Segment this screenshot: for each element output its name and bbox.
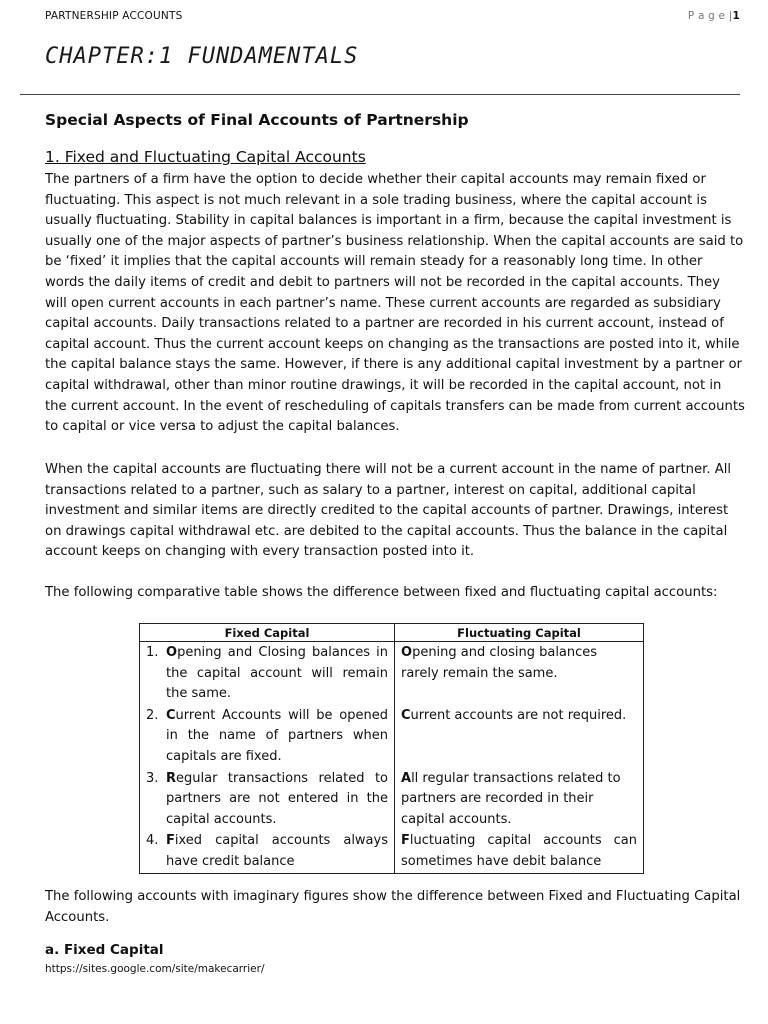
table-header-row [140, 624, 644, 642]
comparison-table [139, 623, 644, 874]
paragraph-table-intro: The following comparative table shows the difference between fixed and fluctuating capital accounts: [45, 585, 718, 600]
paragraph-fixed-capital: The partners of a firm have the option to decide whether their capital accounts may remain fixed or fluctuating. This aspect is not much relevant in a sole trading business, where the capital account is usually fluctuating. Stability in capital balances is important in a firm, because the capital investment is usually one of the major aspects of partner’s business relationship. When the capital accounts are said to be ‘fixed’ it implies that the capital accounts will remain steady for a reasonably long time. In other words the daily items of credit and debit to partners will not be recorded in the capital accounts. They will open current accounts in each partner’s name. These current accounts are regarded as subsidiary capital accounts. Daily transactions related to a partner are recorded in his current account, instead of capital account. Thus the current account keeps on changing as the transactions are posted into it, while the capital balance stays the same. However, if there is any additional capital investment by a partner or capital withdrawal, other than minor routine drawings, it will be recorded in the capital account, not in the current account. In the event of rescheduling of capitals transfers can be made from current accounts to capital or vice versa to adjust the capital balances. [45, 172, 745, 435]
row-number: 2. [146, 707, 159, 723]
page-number: 1 [732, 10, 740, 22]
row-number: 3. [146, 770, 159, 786]
table-row [140, 830, 644, 873]
fluctuating-text: All regular transactions related to partners are recorded in their capital accounts. [401, 770, 621, 827]
subsection-title: 1. Fixed and Fluctuating Capital Accounts [45, 148, 366, 166]
fixed-cell [140, 642, 395, 705]
fixed-text: Regular transactions related to partners are not entered in the capital accounts. [166, 770, 388, 827]
header-fluctuating-capital: Fluctuating Capital [395, 624, 644, 642]
page-number-label [688, 10, 740, 22]
fixed-text: Fixed capital accounts always have credit balance [166, 833, 388, 869]
table-row [140, 642, 644, 705]
header-fixed-capital: Fixed Capital [140, 624, 395, 642]
fixed-cell [140, 768, 395, 831]
fixed-cell [140, 705, 395, 768]
chapter-title: CHAPTER:1 FUNDAMENTALS [45, 44, 359, 69]
fixed-text: Current Accounts will be opened in the name of partners when capitals are fixed. [166, 707, 388, 764]
paragraph-closing: The following accounts with imaginary figures show the difference between Fixed and Fluctuating Capital Accounts. [45, 889, 741, 925]
row-number: 1. [146, 645, 159, 660]
fluctuating-text: Fluctuating capital accounts can sometimes have debit balance [401, 833, 637, 869]
page-header [45, 10, 740, 26]
fluctuating-cell [395, 768, 644, 831]
fixed-text: Opening and Closing balances in the capital account will remain the same. [166, 645, 388, 702]
fluctuating-cell [395, 705, 644, 768]
fluctuating-text: Opening and closing balances rarely remain the same. [401, 645, 598, 681]
header-title: PARTNERSHIP ACCOUNTS [45, 10, 183, 22]
page-label: P a g e | [687, 10, 733, 22]
section-title: Special Aspects of Final Accounts of Partnership [45, 111, 469, 129]
footer-url: https://sites.google.com/site/makecarrier/ [45, 963, 265, 975]
fixed-cell [140, 830, 395, 873]
fluctuating-cell [395, 830, 644, 873]
subheading-fixed-capital: a. Fixed Capital [45, 942, 164, 958]
table-row [140, 705, 644, 768]
paragraph-fluctuating-capital: When the capital accounts are fluctuating there will not be a current account in the name of partner. All transactions related to a partner, such as salary to a partner, interest on capital, additional capital investment and similar items are directly credited to the capital accounts of partner. Drawings, interest on drawings capital withdrawal etc. are debited to the capital accounts. Thus the balance in the capital account keeps on changing with every transaction posted into it. [45, 462, 732, 560]
header-divider [20, 94, 740, 95]
fluctuating-cell [395, 642, 644, 705]
row-number: 4. [146, 833, 159, 849]
table-row [140, 768, 644, 831]
fluctuating-text: Current accounts are not required. [401, 707, 627, 723]
